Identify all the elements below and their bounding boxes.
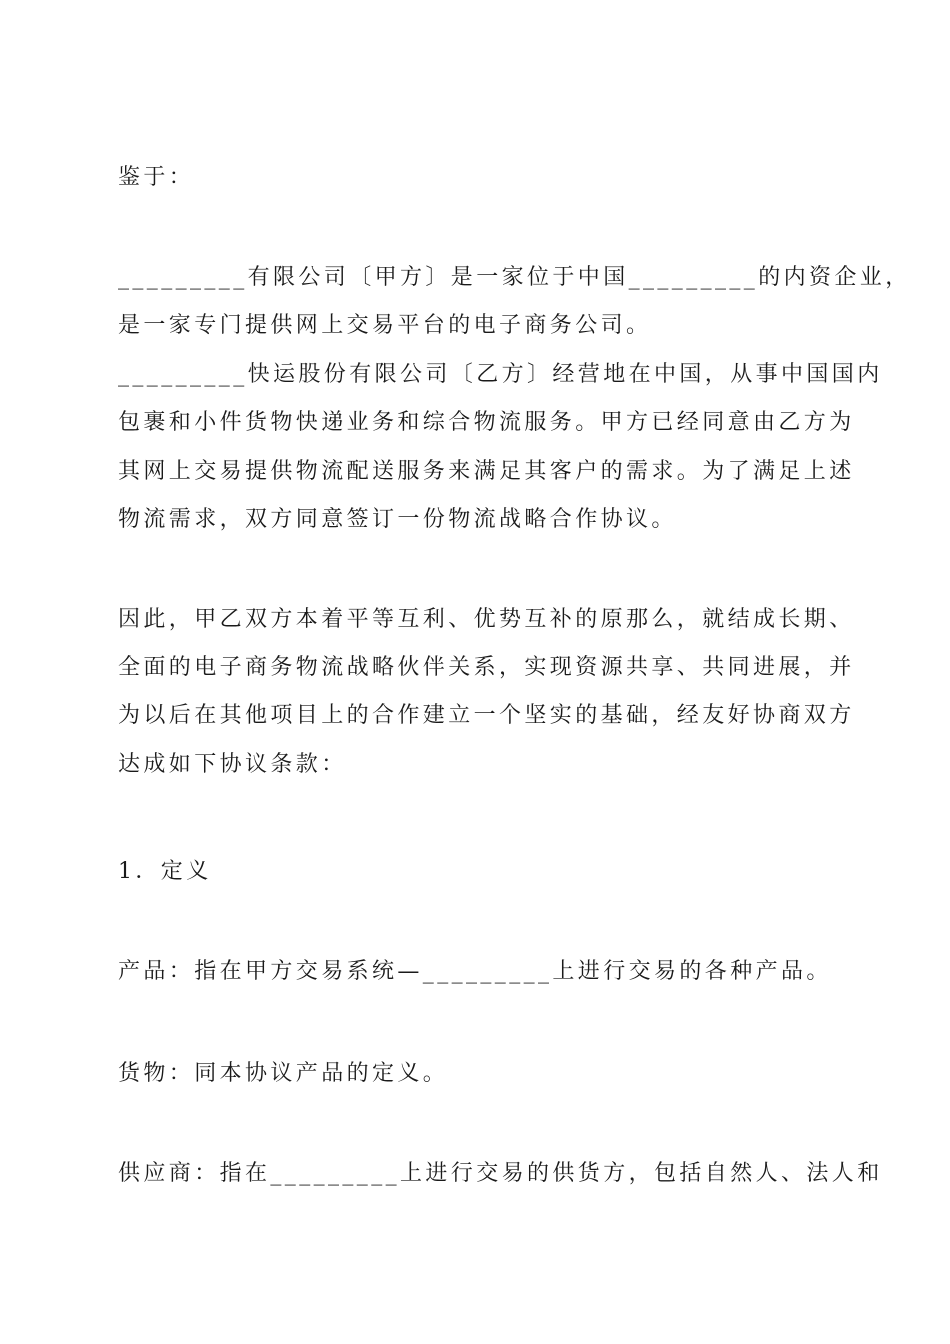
section-heading-definitions: 1．定义 <box>118 859 212 884</box>
party-a-line-1: _________有限公司〔甲方〕是一家位于中国_________的内资企业， <box>118 265 911 290</box>
purpose-line-2: 全面的电子商务物流战略伙伴关系，实现资源共享、共同进展，并 <box>118 655 855 680</box>
definition-supplier: 供应商：指在_________上进行交易的供货方，包括自然人、法人和 <box>118 1161 883 1186</box>
party-b-line-4: 物流需求，双方同意签订一份物流战略合作协议。 <box>118 507 677 532</box>
purpose-line-3: 为以后在其他项目上的合作建立一个坚实的基础，经友好协商双方 <box>118 703 855 728</box>
definition-product: 产品：指在甲方交易系统—_________上进行交易的各种产品。 <box>118 959 832 984</box>
definition-goods: 货物：同本协议产品的定义。 <box>118 1061 449 1086</box>
party-a-line-2: 是一家专门提供网上交易平台的电子商务公司。 <box>118 313 652 338</box>
purpose-line-4: 达成如下协议条款： <box>118 752 347 777</box>
party-b-line-1: _________快运股份有限公司〔乙方〕经营地在中国，从事中国国内 <box>118 362 883 387</box>
preamble-heading: 鉴于： <box>118 165 195 190</box>
purpose-line-1: 因此，甲乙双方本着平等互利、优势互补的原那么，就结成长期、 <box>118 607 855 632</box>
party-b-line-3: 其网上交易提供物流配送服务来满足其客户的需求。为了满足上述 <box>118 459 855 484</box>
party-b-line-2: 包裹和小件货物快递业务和综合物流服务。甲方已经同意由乙方为 <box>118 410 855 435</box>
